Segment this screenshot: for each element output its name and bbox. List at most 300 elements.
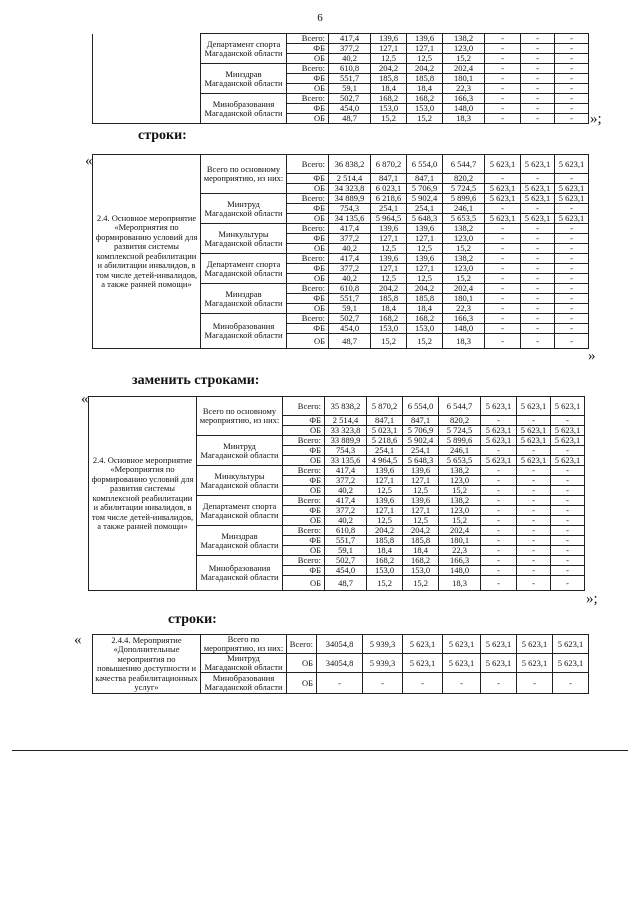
value-cell: 127,1 bbox=[371, 234, 407, 244]
value-cell: - bbox=[555, 314, 589, 324]
value-cell: 12,5 bbox=[403, 486, 439, 496]
funding-source-cell: ФБ bbox=[287, 264, 329, 274]
funding-source-cell: ОБ bbox=[283, 426, 325, 436]
value-cell: 59,1 bbox=[329, 304, 371, 314]
value-cell: 139,6 bbox=[403, 466, 439, 476]
value-cell: 12,5 bbox=[407, 244, 443, 254]
value-cell: 123,0 bbox=[443, 234, 485, 244]
value-cell: 185,8 bbox=[407, 74, 443, 84]
opening-mark-2: « bbox=[81, 391, 89, 407]
value-cell: 123,0 bbox=[443, 264, 485, 274]
value-cell: 185,8 bbox=[367, 536, 403, 546]
value-cell: 153,0 bbox=[407, 104, 443, 114]
value-cell: - bbox=[485, 74, 521, 84]
value-cell: - bbox=[485, 54, 521, 64]
funding-source-cell: ОБ bbox=[287, 274, 329, 284]
value-cell: - bbox=[517, 476, 551, 486]
value-cell: - bbox=[485, 174, 521, 184]
value-cell: 377,2 bbox=[329, 234, 371, 244]
value-cell: 5 653,5 bbox=[443, 214, 485, 224]
value-cell: 18,3 bbox=[439, 576, 481, 591]
funding-source-cell: Всего: bbox=[287, 64, 329, 74]
value-cell: - bbox=[485, 44, 521, 54]
funding-source-cell: ОБ bbox=[287, 54, 329, 64]
funding-source-cell: ОБ bbox=[287, 244, 329, 254]
funding-source-cell: Всего: bbox=[287, 34, 329, 44]
funding-source-cell: ОБ bbox=[283, 486, 325, 496]
value-cell: 59,1 bbox=[329, 84, 371, 94]
value-cell: - bbox=[551, 486, 585, 496]
value-cell: 5 623,1 bbox=[403, 635, 443, 654]
value-cell: 551,7 bbox=[329, 74, 371, 84]
value-cell: - bbox=[555, 64, 589, 74]
value-cell: 202,4 bbox=[443, 284, 485, 294]
value-cell: 847,1 bbox=[407, 174, 443, 184]
table-old-body bbox=[93, 155, 589, 349]
value-cell: 127,1 bbox=[371, 44, 407, 54]
value-cell: 168,2 bbox=[407, 94, 443, 104]
funding-source-cell: ФБ bbox=[283, 506, 325, 516]
value-cell: 5 623,1 bbox=[481, 456, 517, 466]
value-cell: 847,1 bbox=[403, 416, 439, 426]
value-cell: 123,0 bbox=[443, 44, 485, 54]
value-cell: - bbox=[485, 244, 521, 254]
value-cell: - bbox=[481, 506, 517, 516]
value-cell: 18,4 bbox=[371, 84, 407, 94]
value-cell: 12,5 bbox=[371, 244, 407, 254]
value-cell: 12,5 bbox=[407, 274, 443, 284]
department-cell: Минздрав Магаданской области bbox=[201, 64, 287, 94]
funding-source-cell: Всего: bbox=[287, 314, 329, 324]
funding-source-cell: Всего: bbox=[287, 224, 329, 234]
value-cell: 204,2 bbox=[371, 64, 407, 74]
value-cell: - bbox=[403, 673, 443, 694]
value-cell: 138,2 bbox=[443, 34, 485, 44]
table-small-body bbox=[93, 635, 589, 694]
value-cell: 168,2 bbox=[403, 556, 439, 566]
value-cell: - bbox=[553, 673, 589, 694]
value-cell: 185,8 bbox=[403, 536, 439, 546]
value-cell: 5 623,1 bbox=[403, 654, 443, 673]
value-cell: 12,5 bbox=[403, 516, 439, 526]
value-cell: 847,1 bbox=[371, 174, 407, 184]
value-cell: 5 623,1 bbox=[517, 635, 553, 654]
value-cell: - bbox=[551, 556, 585, 566]
value-cell: - bbox=[517, 546, 551, 556]
value-cell: 5 939,3 bbox=[363, 635, 403, 654]
value-cell: 18,4 bbox=[407, 84, 443, 94]
value-cell: - bbox=[517, 526, 551, 536]
value-cell: 4 964,5 bbox=[367, 456, 403, 466]
value-cell: 185,8 bbox=[371, 74, 407, 84]
value-cell: 139,6 bbox=[371, 224, 407, 234]
value-cell: 15,2 bbox=[407, 334, 443, 349]
value-cell: 180,1 bbox=[443, 294, 485, 304]
funding-source-cell: ОБ bbox=[287, 114, 329, 124]
value-cell: - bbox=[485, 64, 521, 74]
value-cell: 168,2 bbox=[371, 314, 407, 324]
value-cell: 454,0 bbox=[329, 324, 371, 334]
funding-source-cell: ОБ bbox=[283, 516, 325, 526]
funding-source-cell: Всего: bbox=[283, 496, 325, 506]
value-cell: - bbox=[517, 556, 551, 566]
value-cell: 138,2 bbox=[443, 254, 485, 264]
value-cell: 2 514,4 bbox=[329, 174, 371, 184]
value-cell: 5 623,1 bbox=[551, 456, 585, 466]
value-cell: 138,2 bbox=[443, 224, 485, 234]
value-cell: 502,7 bbox=[329, 94, 371, 104]
value-cell: 48,7 bbox=[329, 114, 371, 124]
value-cell: 34054,8 bbox=[317, 635, 363, 654]
value-cell: 5 623,1 bbox=[521, 184, 555, 194]
value-cell: 48,7 bbox=[325, 576, 367, 591]
value-cell: - bbox=[517, 516, 551, 526]
value-cell: 40,2 bbox=[329, 54, 371, 64]
value-cell: 5 623,1 bbox=[485, 184, 521, 194]
value-cell: 754,3 bbox=[325, 446, 367, 456]
value-cell: - bbox=[481, 466, 517, 476]
table-new-measure bbox=[92, 634, 589, 694]
value-cell: - bbox=[521, 54, 555, 64]
value-cell: 127,1 bbox=[403, 476, 439, 486]
value-cell: 40,2 bbox=[329, 244, 371, 254]
value-cell: 5 623,1 bbox=[481, 397, 517, 416]
value-cell: 15,2 bbox=[443, 274, 485, 284]
value-cell: 15,2 bbox=[407, 114, 443, 124]
table-row bbox=[93, 635, 589, 654]
value-cell: 754,3 bbox=[329, 204, 371, 214]
value-cell: 417,4 bbox=[329, 34, 371, 44]
value-cell: 5 623,1 bbox=[481, 635, 517, 654]
value-cell: 139,6 bbox=[371, 254, 407, 264]
department-cell: Минкультуры Магаданской области bbox=[201, 224, 287, 254]
value-cell: 153,0 bbox=[371, 104, 407, 114]
department-cell: Всего по мероприятию, из них: bbox=[201, 635, 287, 654]
value-cell: 5 623,1 bbox=[485, 214, 521, 224]
funding-source-cell: Всего: bbox=[287, 254, 329, 264]
heading-replace: заменить строками: bbox=[132, 373, 260, 388]
value-cell: - bbox=[555, 334, 589, 349]
value-cell: 123,0 bbox=[439, 476, 481, 486]
department-cell: Минобразования Магаданской области bbox=[201, 673, 287, 694]
value-cell: 502,7 bbox=[329, 314, 371, 324]
department-cell: Департамент спорта Магаданской области bbox=[197, 496, 283, 526]
table-new-rows bbox=[88, 396, 585, 591]
page-bottom-rule bbox=[12, 750, 628, 751]
value-cell: 417,4 bbox=[329, 254, 371, 264]
value-cell: - bbox=[363, 673, 403, 694]
value-cell: 180,1 bbox=[443, 74, 485, 84]
value-cell: 33 135,6 bbox=[325, 456, 367, 466]
funding-source-cell: Всего: bbox=[287, 94, 329, 104]
value-cell: 127,1 bbox=[407, 44, 443, 54]
value-cell: 5 902,4 bbox=[407, 194, 443, 204]
value-cell: 246,1 bbox=[439, 446, 481, 456]
value-cell: 15,2 bbox=[439, 486, 481, 496]
value-cell: - bbox=[555, 34, 589, 44]
value-cell: - bbox=[555, 274, 589, 284]
table-top-body bbox=[93, 34, 589, 124]
value-cell: 18,3 bbox=[443, 334, 485, 349]
value-cell: - bbox=[521, 264, 555, 274]
value-cell: 12,5 bbox=[367, 516, 403, 526]
value-cell: 12,5 bbox=[371, 54, 407, 64]
value-cell: - bbox=[317, 673, 363, 694]
value-cell: - bbox=[551, 446, 585, 456]
value-cell: 254,1 bbox=[407, 204, 443, 214]
value-cell: 5 623,1 bbox=[555, 155, 589, 174]
value-cell: 377,2 bbox=[325, 506, 367, 516]
page-number: 6 bbox=[317, 12, 323, 24]
value-cell: 15,2 bbox=[439, 516, 481, 526]
measure-title-cell: 2.4. Основное мероприятие «Мероприятия по формированию условий для развития системы комплексной реабилитации и абилитации инвалидов, в том числе детей-инвалидов, а также ранней помощи» bbox=[89, 397, 197, 591]
value-cell: - bbox=[521, 104, 555, 114]
value-cell: 139,6 bbox=[407, 34, 443, 44]
value-cell: - bbox=[521, 294, 555, 304]
department-cell: Минобразования Магаданской области bbox=[201, 94, 287, 124]
value-cell: - bbox=[555, 304, 589, 314]
value-cell: 204,2 bbox=[371, 284, 407, 294]
value-cell: - bbox=[443, 673, 481, 694]
value-cell: 168,2 bbox=[407, 314, 443, 324]
value-cell: 5 623,1 bbox=[521, 214, 555, 224]
value-cell: 36 838,2 bbox=[329, 155, 371, 174]
funding-source-cell: ФБ bbox=[283, 416, 325, 426]
value-cell: 5 964,5 bbox=[371, 214, 407, 224]
value-cell: 5 623,1 bbox=[517, 426, 551, 436]
table-row bbox=[93, 34, 589, 44]
value-cell: - bbox=[481, 486, 517, 496]
value-cell: 551,7 bbox=[329, 294, 371, 304]
value-cell: - bbox=[551, 576, 585, 591]
value-cell: 48,7 bbox=[329, 334, 371, 349]
value-cell: 123,0 bbox=[439, 506, 481, 516]
value-cell: 18,4 bbox=[403, 546, 439, 556]
value-cell: - bbox=[521, 244, 555, 254]
heading-rows-2: строки: bbox=[168, 612, 217, 627]
value-cell: 15,2 bbox=[371, 114, 407, 124]
department-cell: Всего по основному мероприятию, из них: bbox=[197, 397, 283, 436]
value-cell: - bbox=[555, 324, 589, 334]
value-cell: - bbox=[521, 234, 555, 244]
value-cell: 204,2 bbox=[367, 526, 403, 536]
value-cell: - bbox=[485, 304, 521, 314]
value-cell: 5 623,1 bbox=[517, 654, 553, 673]
value-cell: 204,2 bbox=[407, 284, 443, 294]
department-cell: Департамент спорта Магаданской области bbox=[201, 34, 287, 64]
value-cell: - bbox=[521, 204, 555, 214]
closing-mark-2: » bbox=[588, 348, 596, 364]
value-cell: 185,8 bbox=[371, 294, 407, 304]
value-cell: 139,6 bbox=[403, 496, 439, 506]
value-cell: 127,1 bbox=[407, 234, 443, 244]
funding-source-cell: Всего: bbox=[287, 155, 329, 174]
value-cell: - bbox=[521, 304, 555, 314]
value-cell: 6 544,7 bbox=[443, 155, 485, 174]
value-cell: - bbox=[481, 556, 517, 566]
funding-source-cell: ФБ bbox=[287, 234, 329, 244]
value-cell: 40,2 bbox=[325, 486, 367, 496]
department-cell: Минтруд Магаданской области bbox=[201, 654, 287, 673]
value-cell: - bbox=[485, 284, 521, 294]
value-cell: - bbox=[485, 114, 521, 124]
value-cell: - bbox=[517, 446, 551, 456]
value-cell: 5 623,1 bbox=[555, 184, 589, 194]
measure-title-cell: 2.4. Основное мероприятие «Мероприятия по формированию условий для развития системы комплексной реабилитации и абилитации инвалидов, в том числе детей-инвалидов, а также ранней помощи» bbox=[93, 155, 201, 349]
funding-source-cell: ОБ bbox=[283, 576, 325, 591]
funding-source-cell: ОБ bbox=[287, 214, 329, 224]
funding-source-cell: ФБ bbox=[287, 44, 329, 54]
value-cell: - bbox=[517, 466, 551, 476]
value-cell: 5 653,5 bbox=[439, 456, 481, 466]
value-cell: 148,0 bbox=[439, 566, 481, 576]
value-cell: 5 023,1 bbox=[367, 426, 403, 436]
value-cell: - bbox=[517, 506, 551, 516]
funding-source-cell: ОБ bbox=[287, 673, 317, 694]
value-cell: 5 870,2 bbox=[367, 397, 403, 416]
value-cell: 417,4 bbox=[329, 224, 371, 234]
value-cell: - bbox=[521, 84, 555, 94]
value-cell: 5 724,5 bbox=[439, 426, 481, 436]
value-cell: 15,2 bbox=[403, 576, 439, 591]
value-cell: 5 706,9 bbox=[403, 426, 439, 436]
value-cell: - bbox=[485, 294, 521, 304]
value-cell: - bbox=[521, 284, 555, 294]
value-cell: 5 623,1 bbox=[553, 635, 589, 654]
department-cell: Минтруд Магаданской области bbox=[201, 194, 287, 224]
funding-source-cell: Всего: bbox=[287, 284, 329, 294]
opening-mark-1: « bbox=[85, 153, 93, 169]
value-cell: - bbox=[555, 284, 589, 294]
value-cell: - bbox=[485, 224, 521, 234]
value-cell: - bbox=[521, 114, 555, 124]
value-cell: 18,4 bbox=[367, 546, 403, 556]
value-cell: - bbox=[521, 174, 555, 184]
department-cell: Департамент спорта Магаданской области bbox=[201, 254, 287, 284]
value-cell: - bbox=[521, 254, 555, 264]
value-cell: 204,2 bbox=[403, 526, 439, 536]
value-cell: 5 648,3 bbox=[407, 214, 443, 224]
value-cell: 138,2 bbox=[439, 466, 481, 476]
funding-source-cell: ФБ bbox=[287, 174, 329, 184]
value-cell: 127,1 bbox=[367, 476, 403, 486]
funding-source-cell: ФБ bbox=[287, 294, 329, 304]
value-cell: 12,5 bbox=[407, 54, 443, 64]
value-cell: - bbox=[481, 566, 517, 576]
value-cell: 12,5 bbox=[367, 486, 403, 496]
value-cell: - bbox=[555, 114, 589, 124]
value-cell: 820,2 bbox=[439, 416, 481, 426]
department-cell: Минздрав Магаданской области bbox=[201, 284, 287, 314]
value-cell: - bbox=[517, 536, 551, 546]
value-cell: 5 623,1 bbox=[555, 194, 589, 204]
funding-source-cell: Всего: bbox=[283, 436, 325, 446]
value-cell: 127,1 bbox=[367, 506, 403, 516]
heading-rows-1: строки: bbox=[138, 128, 187, 143]
value-cell: 12,5 bbox=[371, 274, 407, 284]
value-cell: - bbox=[521, 334, 555, 349]
funding-source-cell: ОБ bbox=[287, 654, 317, 673]
value-cell: 6 870,2 bbox=[371, 155, 407, 174]
measure-title-cell: 2.4.4. Мероприятие «Дополнительные мероприятия по повышению доступности и качества реабилитационных услуг» bbox=[93, 635, 201, 694]
department-cell: Минкультуры Магаданской области bbox=[197, 466, 283, 496]
value-cell: - bbox=[481, 536, 517, 546]
value-cell: 5 623,1 bbox=[443, 654, 481, 673]
funding-source-cell: ФБ bbox=[283, 446, 325, 456]
value-cell: - bbox=[555, 254, 589, 264]
value-cell: 820,2 bbox=[443, 174, 485, 184]
value-cell: 5 648,3 bbox=[403, 456, 439, 466]
value-cell: - bbox=[555, 244, 589, 254]
value-cell: 127,1 bbox=[371, 264, 407, 274]
value-cell: - bbox=[485, 34, 521, 44]
value-cell: - bbox=[521, 44, 555, 54]
value-cell: 185,8 bbox=[407, 294, 443, 304]
value-cell: 5 623,1 bbox=[485, 155, 521, 174]
value-cell: - bbox=[555, 204, 589, 214]
value-cell: 5 623,1 bbox=[485, 194, 521, 204]
value-cell: 33 889,9 bbox=[325, 436, 367, 446]
value-cell: 502,7 bbox=[325, 556, 367, 566]
value-cell: - bbox=[481, 416, 517, 426]
value-cell: 5 623,1 bbox=[481, 426, 517, 436]
value-cell: - bbox=[555, 104, 589, 114]
value-cell: 5 724,5 bbox=[443, 184, 485, 194]
value-cell: 5 623,1 bbox=[551, 397, 585, 416]
value-cell: 5 623,1 bbox=[517, 456, 551, 466]
value-cell: - bbox=[485, 254, 521, 264]
value-cell: - bbox=[551, 496, 585, 506]
value-cell: 153,0 bbox=[367, 566, 403, 576]
value-cell: 6 554,0 bbox=[407, 155, 443, 174]
value-cell: - bbox=[521, 314, 555, 324]
value-cell: 168,2 bbox=[371, 94, 407, 104]
value-cell: - bbox=[551, 466, 585, 476]
table-old-rows bbox=[92, 154, 589, 349]
value-cell: 153,0 bbox=[371, 324, 407, 334]
value-cell: 5 623,1 bbox=[517, 397, 551, 416]
value-cell: 454,0 bbox=[325, 566, 367, 576]
value-cell: - bbox=[481, 546, 517, 556]
value-cell: 35 838,2 bbox=[325, 397, 367, 416]
value-cell: - bbox=[521, 94, 555, 104]
funding-source-cell: ФБ bbox=[287, 324, 329, 334]
value-cell: 148,0 bbox=[443, 104, 485, 114]
value-cell: 377,2 bbox=[329, 44, 371, 54]
value-cell: 166,3 bbox=[443, 94, 485, 104]
value-cell: - bbox=[551, 516, 585, 526]
value-cell: 168,2 bbox=[367, 556, 403, 566]
value-cell: 138,2 bbox=[439, 496, 481, 506]
funding-source-cell: ОБ bbox=[287, 84, 329, 94]
value-cell: - bbox=[485, 334, 521, 349]
value-cell: 610,8 bbox=[325, 526, 367, 536]
value-cell: - bbox=[481, 496, 517, 506]
value-cell: - bbox=[551, 566, 585, 576]
funding-source-cell: Всего: bbox=[283, 556, 325, 566]
value-cell: 166,3 bbox=[443, 314, 485, 324]
value-cell: 5 218,6 bbox=[367, 436, 403, 446]
value-cell: 139,6 bbox=[407, 224, 443, 234]
table-row bbox=[89, 397, 585, 416]
value-cell: 139,6 bbox=[407, 254, 443, 264]
value-cell: 454,0 bbox=[329, 104, 371, 114]
value-cell: - bbox=[555, 54, 589, 64]
department-cell: Минобразования Магаданской области bbox=[201, 314, 287, 349]
value-cell: - bbox=[521, 274, 555, 284]
value-cell: 254,1 bbox=[367, 446, 403, 456]
value-cell: 5 623,1 bbox=[551, 426, 585, 436]
